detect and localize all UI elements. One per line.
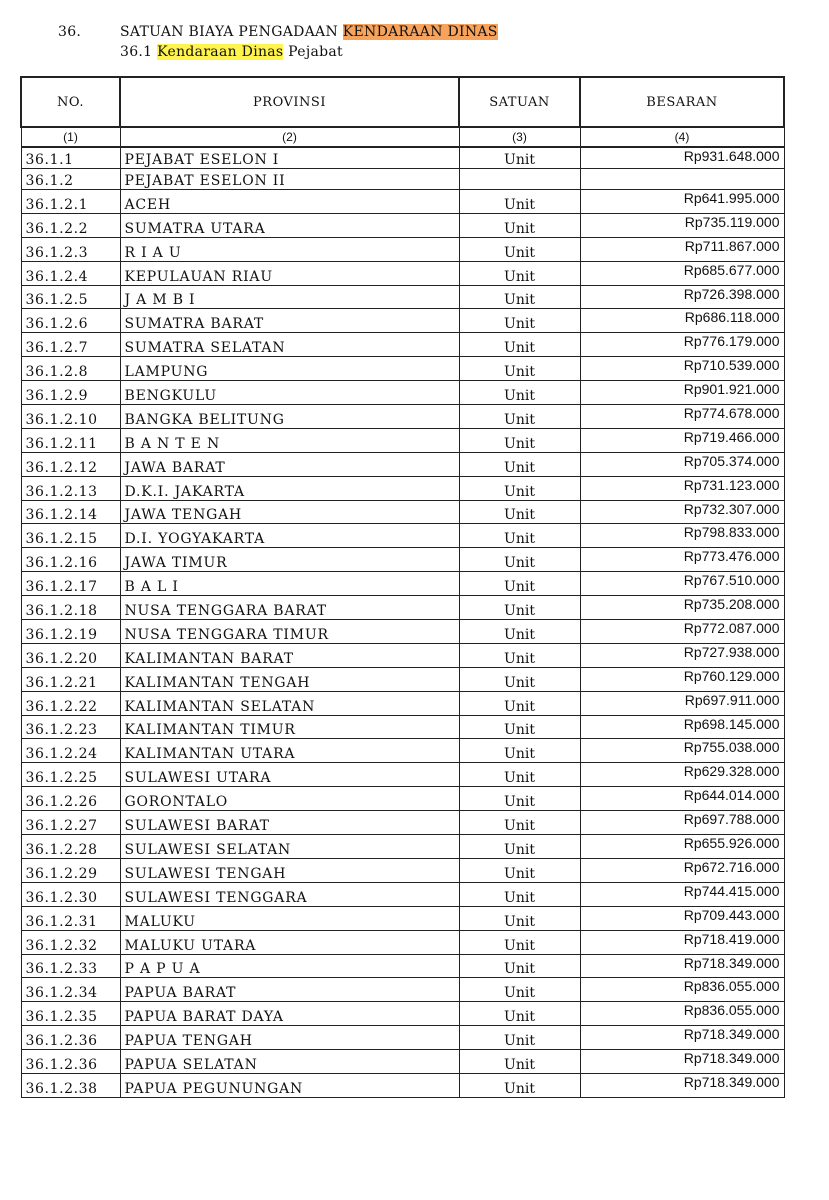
cell-provinsi: NUSA TENGGARA BARAT	[120, 596, 459, 620]
cell-no: 36.1.2.3	[21, 237, 120, 261]
table-row	[21, 858, 784, 882]
table-row	[21, 811, 784, 835]
table-row	[21, 428, 784, 452]
cell-provinsi: SUMATRA SELATAN	[120, 333, 459, 357]
cell-besaran: Rp718.349.000	[580, 1026, 784, 1050]
cell-no: 36.1.2.26	[21, 787, 120, 811]
cell-satuan: Unit	[459, 147, 580, 169]
cell-besaran: Rp931.648.000	[580, 147, 784, 169]
cell-besaran: Rp901.921.000	[580, 381, 784, 405]
cell-besaran: Rp755.038.000	[580, 739, 784, 763]
table-row	[21, 1026, 784, 1050]
cell-satuan: Unit	[459, 620, 580, 644]
cell-no: 36.1.2.10	[21, 405, 120, 429]
table-row	[21, 309, 784, 333]
cell-besaran: Rp772.087.000	[580, 620, 784, 644]
cell-provinsi: D.K.I. JAKARTA	[120, 476, 459, 500]
table-row	[21, 596, 784, 620]
cell-satuan: Unit	[459, 548, 580, 572]
cell-satuan: Unit	[459, 261, 580, 285]
cell-provinsi: PAPUA BARAT DAYA	[120, 1002, 459, 1026]
subsection-number: 36.1	[120, 44, 158, 60]
cell-satuan: Unit	[459, 428, 580, 452]
cell-no: 36.1.1	[21, 147, 120, 169]
cell-no: 36.1.2.4	[21, 261, 120, 285]
cell-provinsi: GORONTALO	[120, 787, 459, 811]
cell-besaran: Rp726.398.000	[580, 285, 784, 309]
cell-provinsi: SULAWESI UTARA	[120, 763, 459, 787]
cell-no: 36.1.2.25	[21, 763, 120, 787]
table-row	[21, 405, 784, 429]
cell-satuan: Unit	[459, 930, 580, 954]
cell-besaran: Rp710.539.000	[580, 357, 784, 381]
table-row	[21, 190, 784, 214]
cell-satuan: Unit	[459, 978, 580, 1002]
cell-satuan: Unit	[459, 858, 580, 882]
cell-satuan: Unit	[459, 811, 580, 835]
cell-satuan: Unit	[459, 1050, 580, 1074]
cell-provinsi: KEPULAUAN RIAU	[120, 261, 459, 285]
cell-besaran: Rp735.119.000	[580, 213, 784, 237]
cell-no: 36.1.2.32	[21, 930, 120, 954]
section-title-prefix: SATUAN BIAYA PENGADAAN	[120, 24, 343, 40]
cell-besaran: Rp744.415.000	[580, 882, 784, 906]
table-row	[21, 572, 784, 596]
subsection-title-suffix: Pejabat	[283, 44, 343, 60]
cell-satuan: Unit	[459, 333, 580, 357]
cell-satuan: Unit	[459, 572, 580, 596]
table-row	[21, 524, 784, 548]
cell-no: 36.1.2.2	[21, 213, 120, 237]
table-row	[21, 1073, 784, 1097]
cell-no: 36.1.2.15	[21, 524, 120, 548]
cell-besaran: Rp727.938.000	[580, 643, 784, 667]
cell-besaran: Rp731.123.000	[580, 476, 784, 500]
section-heading	[58, 22, 498, 62]
cell-besaran: Rp732.307.000	[580, 500, 784, 524]
cell-provinsi: B A L I	[120, 572, 459, 596]
column-number: (4)	[580, 127, 784, 147]
cell-besaran: Rp767.510.000	[580, 572, 784, 596]
cell-besaran: Rp718.349.000	[580, 1050, 784, 1074]
cell-satuan: Unit	[459, 643, 580, 667]
cell-no: 36.1.2.8	[21, 357, 120, 381]
cell-besaran: Rp686.118.000	[580, 309, 784, 333]
table-row	[21, 261, 784, 285]
cell-provinsi: MALUKU UTARA	[120, 930, 459, 954]
table-row	[21, 169, 784, 190]
cell-provinsi: KALIMANTAN UTARA	[120, 739, 459, 763]
cell-provinsi: B A N T E N	[120, 428, 459, 452]
cell-besaran: Rp735.208.000	[580, 596, 784, 620]
cell-no: 36.1.2.9	[21, 381, 120, 405]
table-row	[21, 476, 784, 500]
cell-besaran: Rp698.145.000	[580, 715, 784, 739]
cell-satuan: Unit	[459, 476, 580, 500]
cell-satuan: Unit	[459, 381, 580, 405]
header-besaran: BESARAN	[580, 77, 784, 127]
table-row	[21, 667, 784, 691]
cell-no: 36.1.2.29	[21, 858, 120, 882]
cell-satuan: Unit	[459, 524, 580, 548]
cell-satuan: Unit	[459, 787, 580, 811]
cell-provinsi: P A P U A	[120, 954, 459, 978]
cell-no: 36.1.2.13	[21, 476, 120, 500]
cell-besaran: Rp774.678.000	[580, 405, 784, 429]
cell-satuan: Unit	[459, 237, 580, 261]
cell-no: 36.1.2.28	[21, 835, 120, 859]
table-row	[21, 548, 784, 572]
cell-provinsi: SULAWESI SELATAN	[120, 835, 459, 859]
table-row	[21, 237, 784, 261]
cell-provinsi: BENGKULU	[120, 381, 459, 405]
cell-no: 36.1.2.1	[21, 190, 120, 214]
table-row	[21, 1050, 784, 1074]
cell-besaran: Rp776.179.000	[580, 333, 784, 357]
cell-besaran: Rp836.055.000	[580, 1002, 784, 1026]
cell-satuan: Unit	[459, 405, 580, 429]
cell-besaran: Rp760.129.000	[580, 667, 784, 691]
cell-satuan: Unit	[459, 763, 580, 787]
cell-satuan: Unit	[459, 309, 580, 333]
table-row	[21, 930, 784, 954]
cell-provinsi: JAWA BARAT	[120, 452, 459, 476]
cell-no: 36.1.2.21	[21, 667, 120, 691]
cell-satuan: Unit	[459, 667, 580, 691]
cell-satuan: Unit	[459, 596, 580, 620]
cell-provinsi: PAPUA BARAT	[120, 978, 459, 1002]
cost-table	[20, 76, 785, 1098]
table-row	[21, 835, 784, 859]
table-row	[21, 763, 784, 787]
cell-provinsi: KALIMANTAN TENGAH	[120, 667, 459, 691]
cell-no: 36.1.2.17	[21, 572, 120, 596]
cell-provinsi: D.I. YOGYAKARTA	[120, 524, 459, 548]
cell-satuan: Unit	[459, 357, 580, 381]
cell-satuan: Unit	[459, 1073, 580, 1097]
cell-besaran: Rp697.788.000	[580, 811, 784, 835]
cell-provinsi: SUMATRA BARAT	[120, 309, 459, 333]
cell-provinsi: JAWA TIMUR	[120, 548, 459, 572]
table-row	[21, 906, 784, 930]
cell-satuan: Unit	[459, 835, 580, 859]
cell-no: 36.1.2	[21, 169, 120, 190]
cell-no: 36.1.2.30	[21, 882, 120, 906]
table-row	[21, 381, 784, 405]
cell-besaran: Rp641.995.000	[580, 190, 784, 214]
cell-satuan: Unit	[459, 1002, 580, 1026]
cell-provinsi: SULAWESI TENGGARA	[120, 882, 459, 906]
cell-no: 36.1.2.23	[21, 715, 120, 739]
table-row	[21, 643, 784, 667]
cell-besaran: Rp629.328.000	[580, 763, 784, 787]
cell-no: 36.1.2.12	[21, 452, 120, 476]
cell-besaran: Rp718.349.000	[580, 954, 784, 978]
cell-satuan	[459, 169, 580, 190]
cell-satuan: Unit	[459, 190, 580, 214]
cell-besaran: Rp711.867.000	[580, 237, 784, 261]
subsection-title-line	[58, 42, 498, 62]
column-number: (3)	[459, 127, 580, 147]
cell-besaran: Rp798.833.000	[580, 524, 784, 548]
table-row	[21, 213, 784, 237]
cell-besaran: Rp718.349.000	[580, 1073, 784, 1097]
cell-no: 36.1.2.31	[21, 906, 120, 930]
table-row	[21, 739, 784, 763]
section-number: 36.	[58, 24, 82, 40]
table-row	[21, 882, 784, 906]
cell-besaran: Rp644.014.000	[580, 787, 784, 811]
cell-provinsi: JAWA TENGAH	[120, 500, 459, 524]
cell-no: 36.1.2.34	[21, 978, 120, 1002]
cell-no: 36.1.2.27	[21, 811, 120, 835]
header-no: NO.	[21, 77, 120, 127]
cell-no: 36.1.2.36	[21, 1050, 120, 1074]
cell-no: 36.1.2.7	[21, 333, 120, 357]
cell-provinsi: PEJABAT ESELON II	[120, 169, 459, 190]
cell-satuan: Unit	[459, 739, 580, 763]
cell-besaran: Rp655.926.000	[580, 835, 784, 859]
table-row	[21, 787, 784, 811]
table-header	[21, 77, 784, 147]
table-row	[21, 954, 784, 978]
cell-satuan: Unit	[459, 882, 580, 906]
table-row	[21, 147, 784, 169]
cell-no: 36.1.2.19	[21, 620, 120, 644]
table-body	[21, 147, 784, 1097]
table-row	[21, 357, 784, 381]
cell-besaran: Rp709.443.000	[580, 906, 784, 930]
table-row	[21, 715, 784, 739]
column-number: (2)	[120, 127, 459, 147]
table-row	[21, 691, 784, 715]
cell-satuan: Unit	[459, 715, 580, 739]
cell-provinsi: PAPUA PEGUNUNGAN	[120, 1073, 459, 1097]
table-row	[21, 978, 784, 1002]
cell-satuan: Unit	[459, 452, 580, 476]
cell-no: 36.1.2.20	[21, 643, 120, 667]
cell-besaran: Rp672.716.000	[580, 858, 784, 882]
cell-provinsi: KALIMANTAN BARAT	[120, 643, 459, 667]
cell-satuan: Unit	[459, 691, 580, 715]
column-number: (1)	[21, 127, 120, 147]
cell-satuan: Unit	[459, 500, 580, 524]
cell-besaran: Rp718.419.000	[580, 930, 784, 954]
cell-besaran: Rp836.055.000	[580, 978, 784, 1002]
subsection-title-highlight: Kendaraan Dinas	[157, 44, 284, 60]
table-row	[21, 333, 784, 357]
cell-provinsi: PEJABAT ESELON I	[120, 147, 459, 169]
cell-no: 36.1.2.6	[21, 309, 120, 333]
cell-no: 36.1.2.33	[21, 954, 120, 978]
column-number-row	[21, 127, 784, 147]
cell-provinsi: ACEH	[120, 190, 459, 214]
section-title-line	[58, 22, 498, 42]
cell-provinsi: PAPUA SELATAN	[120, 1050, 459, 1074]
cell-no: 36.1.2.16	[21, 548, 120, 572]
cell-provinsi: PAPUA TENGAH	[120, 1026, 459, 1050]
table-row	[21, 620, 784, 644]
header-satuan: SATUAN	[459, 77, 580, 127]
header-provinsi: PROVINSI	[120, 77, 459, 127]
cell-no: 36.1.2.35	[21, 1002, 120, 1026]
cell-satuan: Unit	[459, 213, 580, 237]
cell-provinsi: SULAWESI TENGAH	[120, 858, 459, 882]
cell-no: 36.1.2.38	[21, 1073, 120, 1097]
cell-satuan: Unit	[459, 906, 580, 930]
cell-no: 36.1.2.36	[21, 1026, 120, 1050]
cell-provinsi: J A M B I	[120, 285, 459, 309]
cell-provinsi: KALIMANTAN SELATAN	[120, 691, 459, 715]
cell-satuan: Unit	[459, 1026, 580, 1050]
table-row	[21, 500, 784, 524]
cell-no: 36.1.2.11	[21, 428, 120, 452]
cell-besaran: Rp685.677.000	[580, 261, 784, 285]
cell-provinsi: BANGKA BELITUNG	[120, 405, 459, 429]
cell-no: 36.1.2.18	[21, 596, 120, 620]
cell-provinsi: SUMATRA UTARA	[120, 213, 459, 237]
cell-provinsi: LAMPUNG	[120, 357, 459, 381]
cell-besaran	[580, 169, 784, 190]
table-row	[21, 1002, 784, 1026]
cell-besaran: Rp697.911.000	[580, 691, 784, 715]
table-row	[21, 452, 784, 476]
cell-satuan: Unit	[459, 285, 580, 309]
cell-no: 36.1.2.14	[21, 500, 120, 524]
cell-no: 36.1.2.22	[21, 691, 120, 715]
cell-provinsi: R I A U	[120, 237, 459, 261]
cell-provinsi: MALUKU	[120, 906, 459, 930]
cell-satuan: Unit	[459, 954, 580, 978]
cell-no: 36.1.2.24	[21, 739, 120, 763]
cell-provinsi: NUSA TENGGARA TIMUR	[120, 620, 459, 644]
cell-besaran: Rp773.476.000	[580, 548, 784, 572]
table-row	[21, 285, 784, 309]
cell-provinsi: SULAWESI BARAT	[120, 811, 459, 835]
section-title-highlight: KENDARAAN DINAS	[342, 24, 498, 40]
cell-no: 36.1.2.5	[21, 285, 120, 309]
cell-provinsi: KALIMANTAN TIMUR	[120, 715, 459, 739]
cell-besaran: Rp719.466.000	[580, 428, 784, 452]
cell-besaran: Rp705.374.000	[580, 452, 784, 476]
